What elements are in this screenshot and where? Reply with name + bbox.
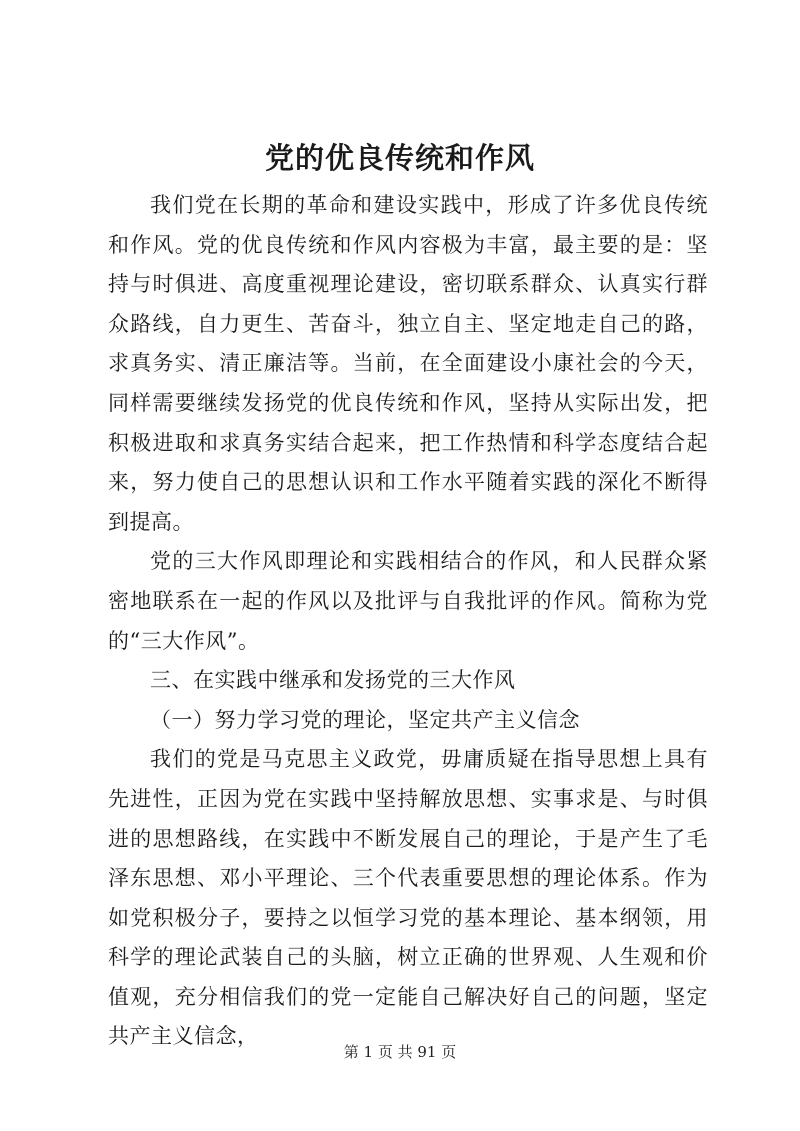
paragraph-intro: 我们党在长期的革命和建设实践中，形成了许多优良传统和作风。党的优良传统和作风内容极为丰富，最主要的是：坚持与时俱进、高度重视理论建设，密切联系群众、认真实行群众路线，自力更生、苦奋斗，独立自主、坚定地走自己的路，求真务实、清正廉洁等。当前，在全面建设小康社会的今天，同样需要继续发扬党的优良传统和作风，坚持从实际出发，把积极进取和求真务实结合起来，把工作热情和科学态度结合起来，努力使自己的思想认识和工作水平随着实践的深化不断得到提高。	[108, 193, 708, 534]
subsection-heading: （一）努力学习党的理论，坚定共产主义信念	[150, 707, 580, 732]
page-number: 第 1 页 共 91 页	[343, 1043, 457, 1061]
page-title: 党的优良传统和作风	[264, 141, 535, 175]
paragraph-three-styles: 党的三大作风即理论和实践相结合的作风，和人民群众紧密地联系在一起的作风以及批评与自我批评的作风。简称为党的“三大作风”。	[108, 549, 708, 653]
document-body	[108, 186, 708, 1057]
section-heading: 三、在实践中继承和发扬党的三大作风	[150, 668, 516, 693]
paragraph-theory: 我们的党是马克思主义政党，毋庸质疑在指导思想上具有先进性，正因为党在实践中坚持解放思想、实事求是、与时俱进的思想路线，在实践中不断发展自己的理论，于是产生了毛泽东思想、邓小平理论、三个代表重要思想的理论体系。作为如党积极分子，要持之以恒学习党的基本理论、基本纲领，用科学的理论武装自己的头脑，树立正确的世界观、人生观和价值观，充分相信我们的党一定能自己解决好自己的问题，坚定共产主义信念，	[108, 747, 708, 1049]
